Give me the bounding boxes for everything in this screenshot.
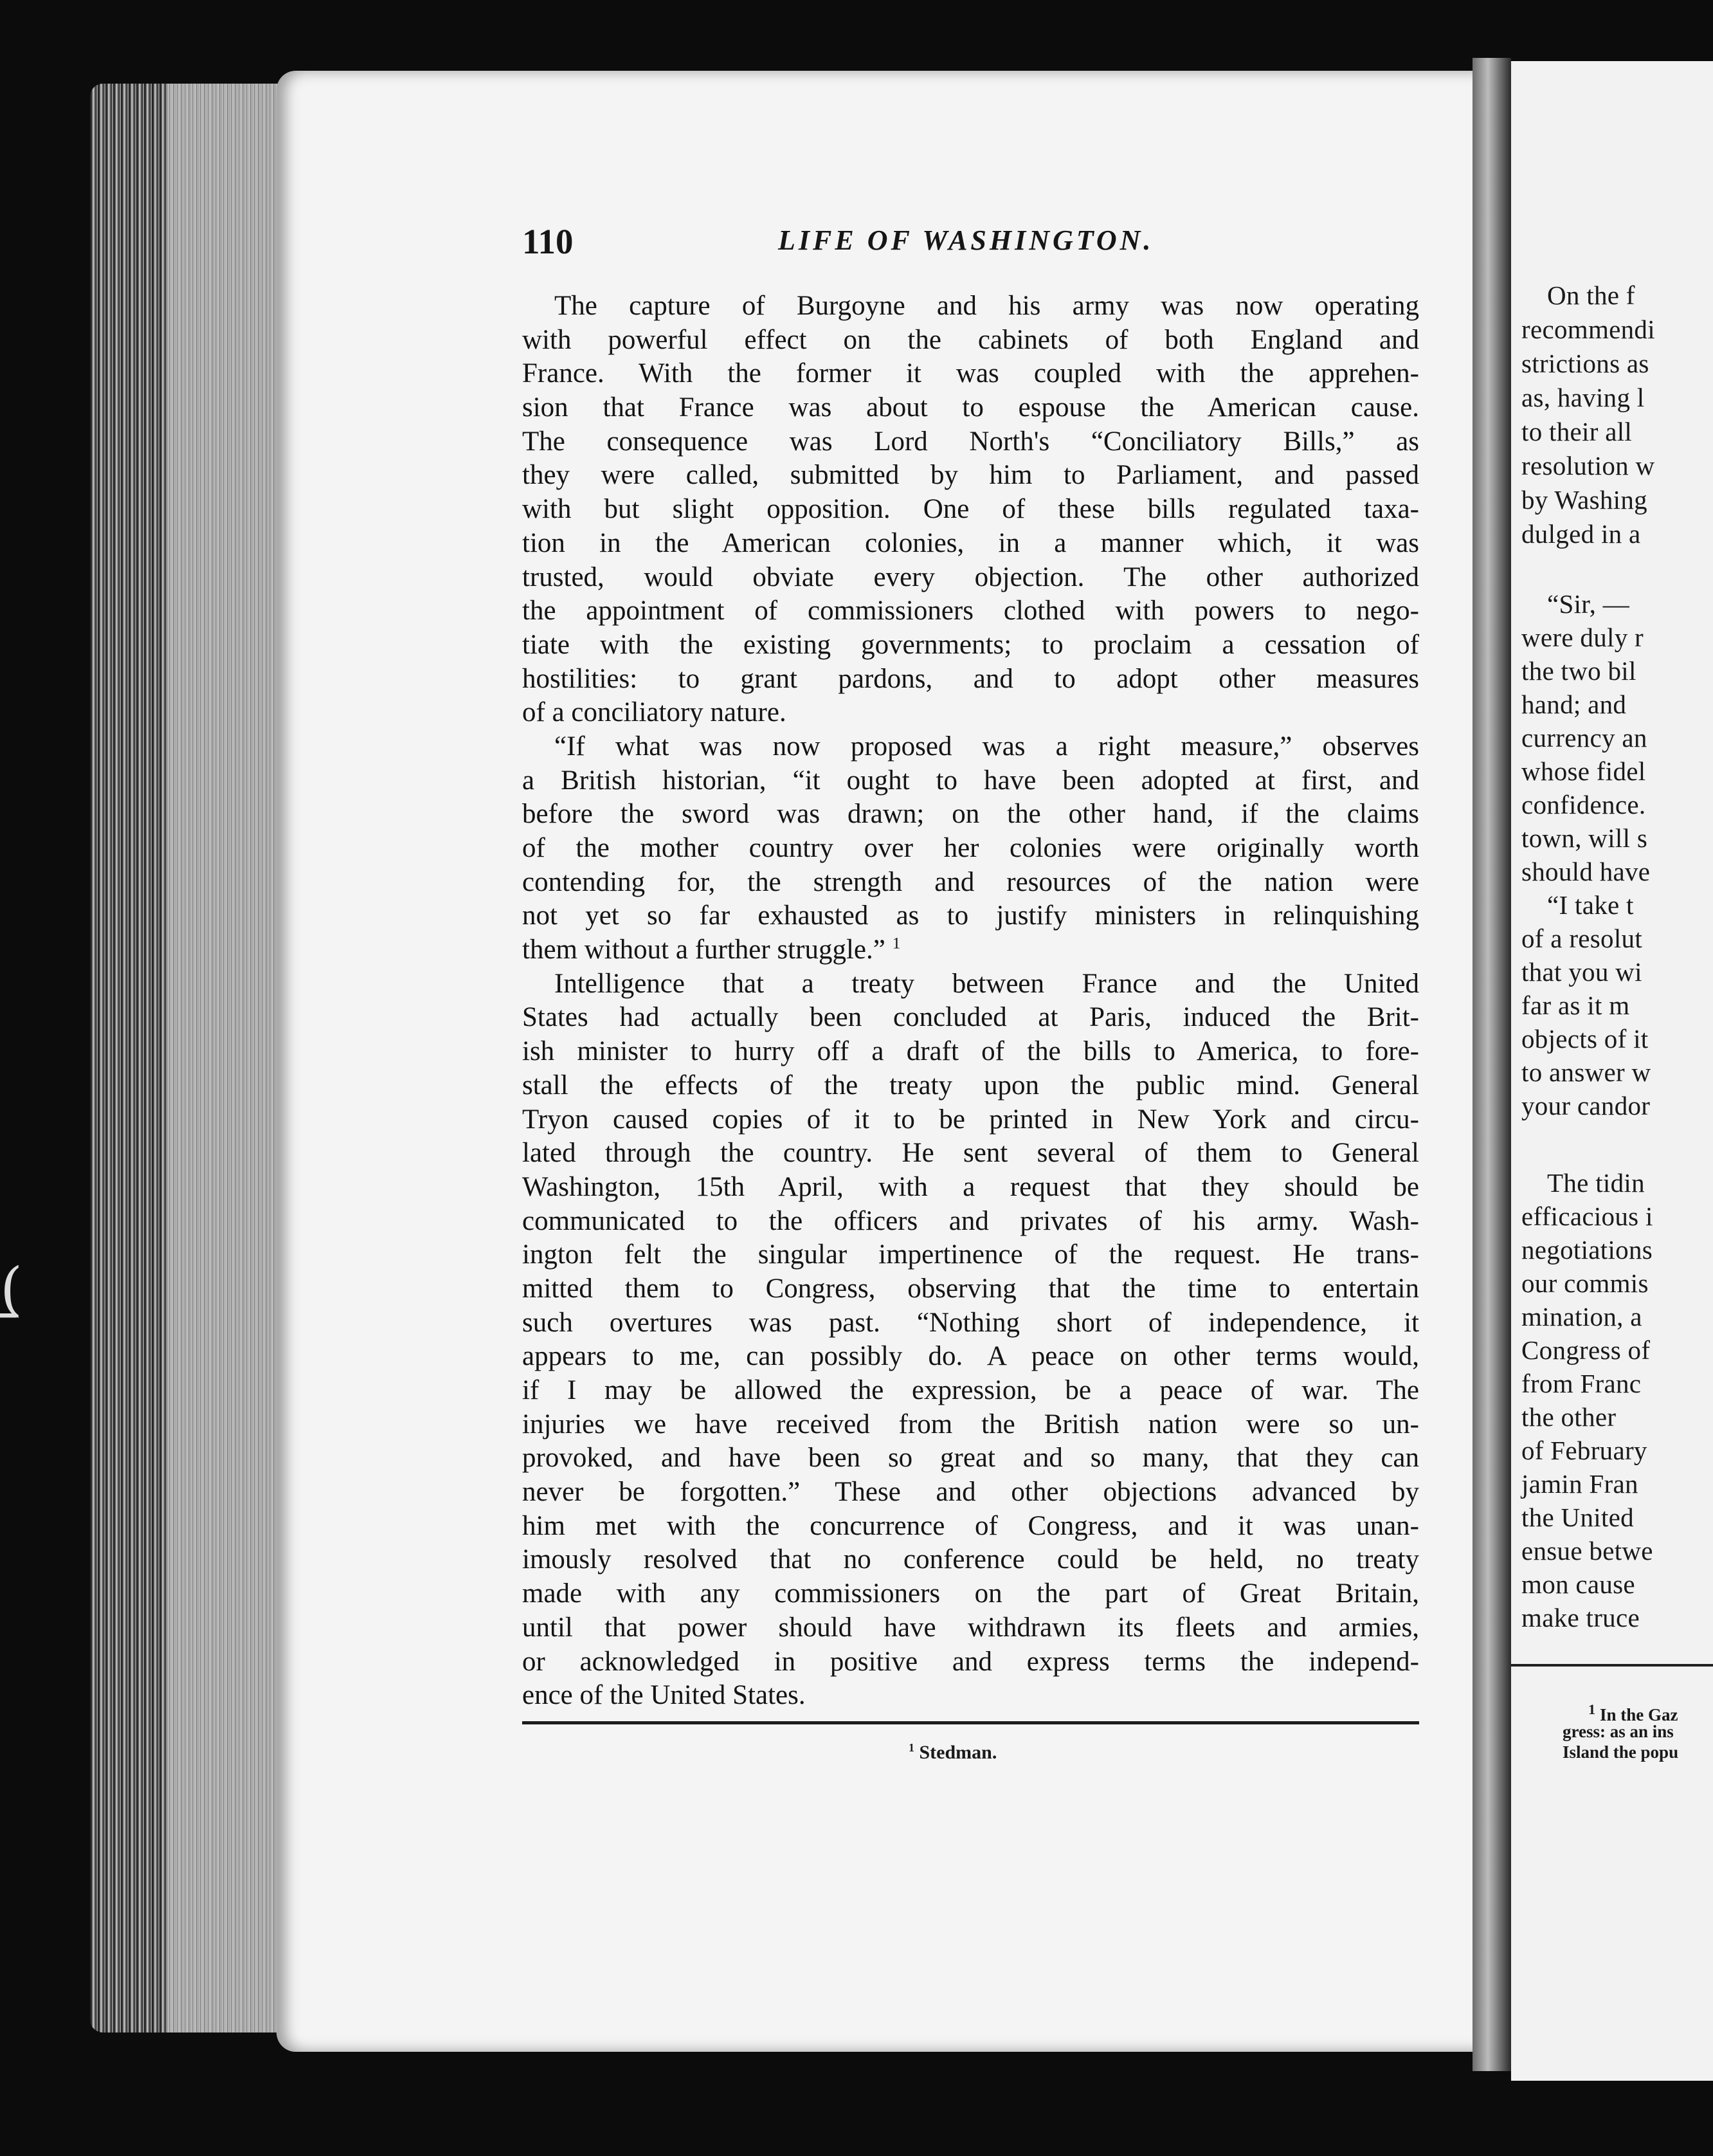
facing-line: dulged in a	[1521, 519, 1641, 549]
body-line: contending for, the strength and resources of the nation were	[522, 866, 1419, 897]
facing-line: Congress of	[1521, 1335, 1651, 1365]
body-line: never be forgotten.” These and other objections advanced by	[522, 1477, 1419, 1508]
body-line: The capture of Burgoyne and his army was now operating	[554, 291, 1419, 321]
facing-footnote-rule	[1511, 1664, 1713, 1667]
body-line: France. With the former it was coupled with the apprehen-	[522, 358, 1419, 389]
body-line: The consequence was Lord North's “Conciliatory Bills,” as	[522, 426, 1419, 457]
body-line: appears to me, can possibly do. A peace on other terms would,	[522, 1341, 1419, 1372]
body-line: States had actually been concluded at Paris, induced the Brit-	[522, 1002, 1419, 1033]
body-text	[522, 289, 1419, 1713]
facing-line: from Franc	[1521, 1369, 1642, 1398]
footnote-rule	[522, 1721, 1419, 1724]
facing-line: far as it m	[1521, 991, 1630, 1020]
page-number: 110	[522, 222, 574, 261]
facing-line: jamin Fran	[1521, 1469, 1638, 1499]
facing-line: objects of it	[1521, 1024, 1649, 1054]
body-line-text: them without a further struggle.”	[522, 935, 885, 965]
body-line: made with any commissioners on the part of Great Britain,	[522, 1578, 1419, 1609]
body-line: if I may be allowed the expression, be a peace of war. The	[522, 1375, 1419, 1405]
body-line: with but slight opposition. One of these bills regulated taxa-	[522, 494, 1419, 525]
body-line: Intelligence that a treaty between France and the United	[554, 968, 1419, 999]
facing-line: confidence.	[1521, 790, 1646, 819]
book-page-edges-inner	[167, 84, 283, 2033]
book-gutter	[1473, 58, 1511, 2071]
facing-line: strictions as	[1521, 349, 1649, 378]
body-line: imously resolved that no conference could be held, no treaty	[522, 1544, 1419, 1575]
facing-line: as, having l	[1521, 383, 1645, 412]
body-line: they were called, submitted by him to Parliament, and passed	[522, 460, 1419, 491]
body-line: ence of the United States.	[522, 1680, 806, 1711]
body-line: tion in the American colonies, in a manner which, it was	[522, 527, 1419, 558]
facing-line: were duly r	[1521, 623, 1644, 652]
margin-fragment: (̱	[0, 1256, 23, 1323]
facing-footnote-marker: 1	[1588, 1701, 1596, 1717]
body-line: not yet so far exhausted as to justify ministers in relinquishing	[522, 900, 1419, 931]
body-line: communicated to the officers and privates of his army. Wash-	[522, 1205, 1419, 1236]
facing-line: of a resolut	[1521, 924, 1643, 953]
body-line: lated through the country. He sent several of them to General	[522, 1138, 1419, 1169]
facing-line: your candor	[1521, 1091, 1651, 1120]
running-title: LIFE OF WASHINGTON.	[778, 224, 1154, 256]
body-line: before the sword was drawn; on the other hand, if the claims	[522, 799, 1419, 830]
facing-line: the other	[1521, 1402, 1617, 1432]
body-line: ington felt the singular impertinence of the request. He trans-	[522, 1239, 1419, 1270]
body-line: stall the effects of the treaty upon the public mind. General	[522, 1070, 1419, 1101]
body-line: Washington, 15th April, with a request that they should be	[522, 1171, 1419, 1202]
facing-line: whose fidel	[1521, 756, 1646, 786]
body-line: of the mother country over her colonies were originally worth	[522, 833, 1419, 863]
body-line: a British historian, “it ought to have been adopted at first, and	[522, 765, 1419, 796]
facing-footnote-line: gress: as an ins	[1563, 1722, 1674, 1741]
body-line: or acknowledged in positive and express terms the independ-	[522, 1646, 1419, 1677]
body-line: with powerful effect on the cabinets of both England and	[522, 324, 1419, 355]
facing-line: by Washing	[1521, 485, 1647, 515]
facing-line: the two bil	[1521, 656, 1636, 686]
facing-line: efficacious i	[1521, 1201, 1653, 1231]
body-line: “If what was now proposed was a right measure,” observes	[554, 731, 1419, 762]
footnote-reference: 1	[892, 933, 901, 953]
body-line: of a conciliatory nature.	[522, 697, 786, 728]
footnote-marker: 1	[909, 1741, 914, 1754]
body-line: hostilities: to grant pardons, and to adopt other measures	[522, 663, 1419, 694]
facing-line: to answer w	[1521, 1057, 1651, 1087]
body-line: provoked, and have been so great and so many, that they can	[522, 1443, 1419, 1474]
body-line: such overtures was past. “Nothing short of independence, it	[522, 1307, 1419, 1338]
facing-line: make truce	[1521, 1603, 1640, 1632]
facing-line: “I take t	[1547, 890, 1634, 920]
facing-line: currency an	[1521, 723, 1647, 753]
facing-line: “Sir, —	[1547, 589, 1630, 619]
body-line: the appointment of commissioners clothed with powers to nego-	[522, 596, 1419, 626]
body-line: ish minister to hurry off a draft of the bills to America, to fore-	[522, 1036, 1419, 1067]
body-line: sion that France was about to espouse the American cause.	[522, 392, 1419, 423]
facing-footnote-text: In the Gaz	[1600, 1705, 1678, 1724]
facing-line: hand; and	[1521, 690, 1627, 719]
facing-footnote-line: Island the popu	[1563, 1742, 1679, 1762]
facing-line: of February	[1521, 1436, 1647, 1465]
facing-line: The tidin	[1547, 1168, 1645, 1198]
facing-line: mination, a	[1521, 1302, 1642, 1331]
facing-line: resolution w	[1521, 451, 1655, 480]
body-line: him met with the concurrence of Congress, and it was unan-	[522, 1510, 1419, 1541]
facing-page	[1511, 61, 1713, 2081]
facing-line: that you wi	[1521, 957, 1642, 987]
facing-line: negotiations	[1521, 1235, 1653, 1265]
facing-line: ensue betwe	[1521, 1536, 1653, 1566]
facing-line: the United	[1521, 1503, 1634, 1532]
facing-line: mon cause	[1521, 1569, 1635, 1599]
facing-line: town, will s	[1521, 823, 1648, 853]
body-line: Tryon caused copies of it to be printed in New York and circu-	[522, 1104, 1419, 1135]
body-line: tiate with the existing governments; to proclaim a cessation of	[522, 629, 1419, 660]
facing-line: should have	[1521, 857, 1651, 886]
body-line-with-footnote	[522, 933, 1419, 967]
body-line: mitted them to Congress, observing that the time to entertain	[522, 1273, 1419, 1304]
footnote-text: Stedman.	[919, 1742, 997, 1763]
body-line: injuries we have received from the British nation were so un-	[522, 1409, 1419, 1439]
facing-line: to their all	[1521, 417, 1633, 446]
facing-line: our commis	[1521, 1268, 1649, 1298]
body-line: trusted, would obviate every objection. The other authorized	[522, 562, 1419, 592]
body-line: until that power should have withdrawn its fleets and armies,	[522, 1612, 1419, 1643]
facing-line: recommendi	[1521, 315, 1655, 344]
footnote	[909, 1742, 997, 1764]
facing-line: On the f	[1547, 280, 1635, 310]
